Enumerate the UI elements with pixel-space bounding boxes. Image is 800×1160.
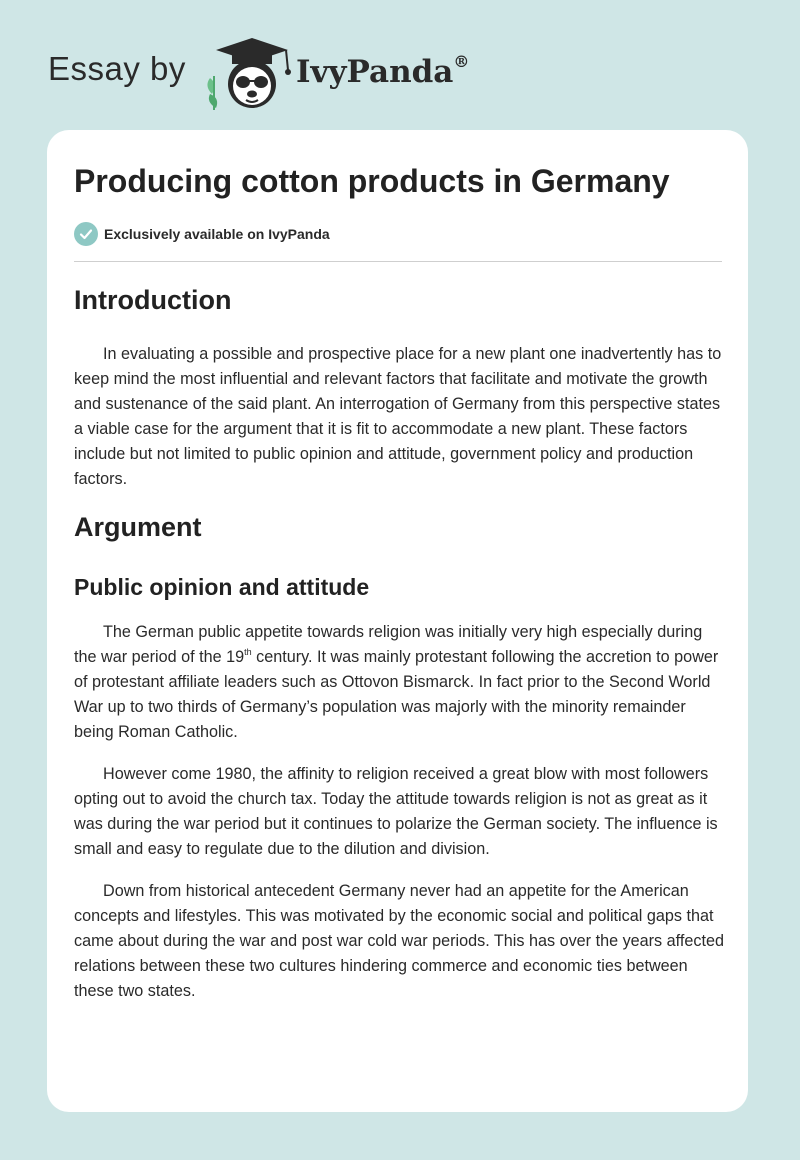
- paragraph-intro: In evaluating a possible and prospective place for a new plant one inadvertently has to keep mind the most influential and relevant factors that facilitate and motivate the growth and sustenance of the said plant. An interrogation of Germany from this perspective states a viable case for the argument that it is fit to accommodate a new plant. These factors include but not limited to public opinion and attitude, government policy and production factors.: [74, 345, 722, 488]
- paragraph-public-1-b: century. It was mainly protestant following the accretion to power of protestant affiliate leaders such as Ottovon Bismarck. In fact prior to the Second World War up to two thirds of Germany’s population was majorly with the minority remainder being Roman Catholic.: [74, 648, 719, 741]
- ordinal-suffix: th: [244, 646, 252, 657]
- essay-by-label: Essay by: [48, 50, 186, 87]
- heading-public-opinion: Public opinion and attitude: [74, 574, 370, 600]
- paragraph-public-1: [74, 620, 724, 745]
- page-title: Producing cotton products in Germany: [74, 163, 670, 199]
- essay-card: [47, 130, 748, 1112]
- paragraph-public-2: However come 1980, the affinity to religion received a great blow with most followers opting out to avoid the church tax. Today the attitude towards religion is not as great as it was during the war period but it continues to polarize the German society. The influence is small and easy to regulate due to the dilution and division.: [74, 765, 718, 858]
- divider: [74, 261, 722, 262]
- heading-introduction: Introduction: [74, 285, 232, 315]
- badge-label: Exclusively available on IvyPanda: [104, 226, 330, 242]
- brand-text: IvyPanda: [296, 54, 454, 90]
- panda-graduate-icon[interactable]: [202, 36, 294, 110]
- site-header: [48, 36, 748, 116]
- exclusive-badge: [74, 221, 330, 247]
- brand-name[interactable]: [296, 51, 470, 90]
- paragraph-public-1-a: The German public appetite towards religion was initially very high especially during the war period of the 19: [74, 623, 703, 666]
- registered-mark: ®: [453, 51, 470, 71]
- paragraph-public-3: Down from historical antecedent Germany never had an appetite for the American concepts and lifestyles. This was motivated by the economic social and political gaps that came about during the war and post war cold war periods. This has over the years affected relations between these two cultures hindering commerce and economic ties between these two states.: [74, 882, 724, 1000]
- heading-argument: Argument: [74, 512, 202, 542]
- check-circle-icon: [74, 222, 98, 246]
